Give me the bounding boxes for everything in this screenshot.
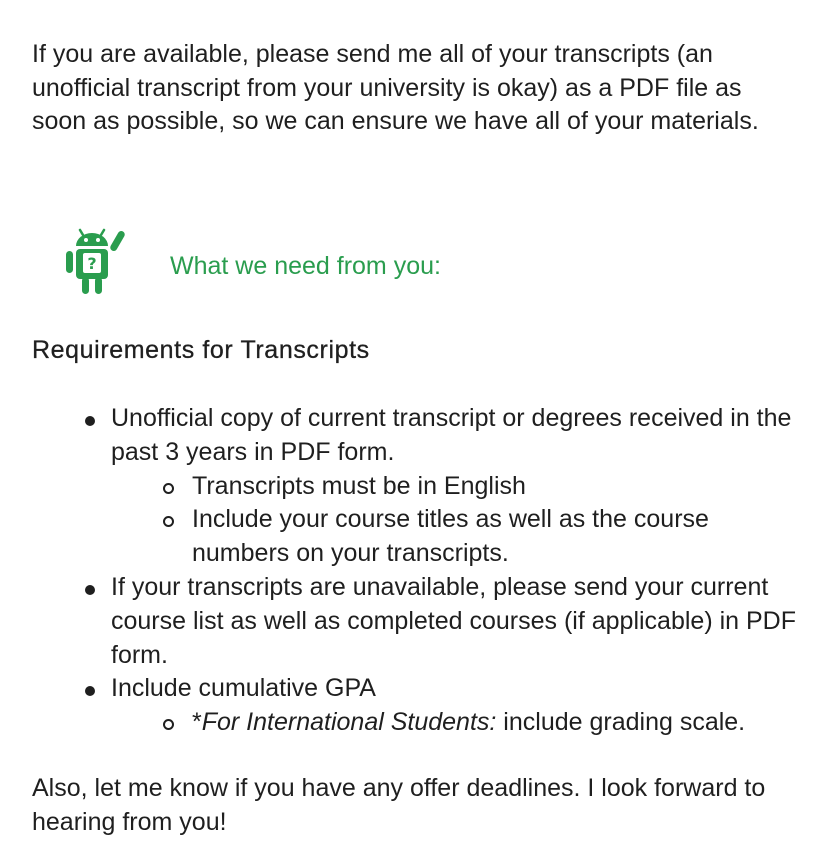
sub-list-item: Transcripts must be in English: [32, 470, 802, 504]
svg-text:?: ?: [87, 254, 97, 273]
bullet-icon: [85, 585, 95, 595]
bullet-icon: [85, 686, 95, 696]
sub-list-item: *For International Students: include grading scale.: [32, 706, 802, 740]
banner-heading: What we need from you:: [170, 252, 441, 280]
bullet-icon: [85, 416, 95, 426]
international-students-label: For International Students:: [201, 708, 497, 737]
hollow-bullet-icon: [163, 719, 174, 730]
list-item: If your transcripts are unavailable, please send your current course list as well as completed courses (if applicable) in PDF form.: [32, 571, 802, 672]
sub-list-item: Include your course titles as well as the course numbers on your transcripts.: [32, 503, 802, 571]
requirements-list: [32, 402, 802, 740]
list-item: Unofficial copy of current transcript or degrees received in the past 3 years in PDF form.: [32, 402, 802, 470]
hollow-bullet-icon: [163, 483, 174, 494]
info-banner: [52, 222, 572, 304]
list-item: Include cumulative GPA: [32, 672, 802, 706]
closing-paragraph: Also, let me know if you have any offer deadlines. I look forward to hearing from you!: [32, 774, 766, 836]
android-robot-question-icon: [52, 222, 132, 302]
intro-paragraph: If you are available, please send me all of your transcripts (an unofficial transcript from your university is okay) as a PDF file as soon as possible, so we can ensure we have all of your materials.: [32, 40, 759, 135]
requirements-heading: Requirements for Transcripts: [32, 336, 370, 364]
hollow-bullet-icon: [163, 516, 174, 527]
